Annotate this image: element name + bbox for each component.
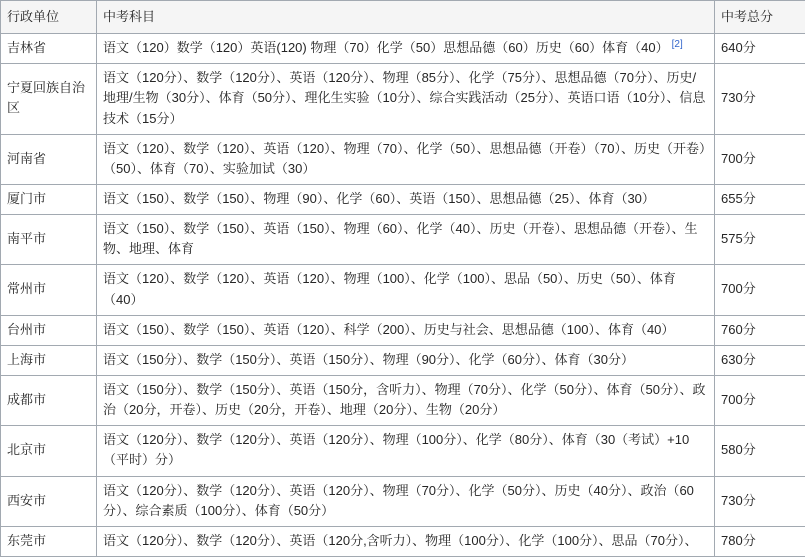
cell-unit: 西安市: [1, 476, 97, 526]
cell-unit: 宁夏回族自治区: [1, 64, 97, 134]
cell-total: 700分: [715, 134, 805, 184]
cell-total: 640分: [715, 34, 805, 64]
cell-subjects: 语文（150分）、数学（150分）、英语（150分，含听力）、物理（70分）、化学（50分）、体育（50分）、政治（20分，开卷）、历史（20分，开卷）、地理（20分）、生物（20分）: [97, 375, 715, 425]
cell-subjects: 语文（150）、数学（150）、英语（120）、科学（200）、历史与社会、思想品德（100）、体育（40）: [97, 315, 715, 345]
cell-total: 730分: [715, 64, 805, 134]
cell-total: 575分: [715, 215, 805, 265]
cell-unit: 上海市: [1, 345, 97, 375]
column-header-subjects: [97, 1, 715, 34]
cell-unit: 南平市: [1, 215, 97, 265]
cell-total: 730分: [715, 476, 805, 526]
table-row: [1, 34, 805, 64]
cell-unit: 东莞市: [1, 526, 97, 556]
cell-total: 760分: [715, 315, 805, 345]
table-row: [1, 215, 805, 265]
table-row: [1, 526, 805, 556]
cell-unit: 吉林省: [1, 34, 97, 64]
column-header-unit: [1, 1, 97, 34]
table-row: [1, 64, 805, 134]
cell-unit: 成都市: [1, 375, 97, 425]
table-row: [1, 375, 805, 425]
cell-subjects: 语文（120分）、数学（120分）、英语（120分）、物理（100分）、化学（80分）、体育（30（考试）+10（平时）分）: [97, 426, 715, 476]
cell-total: 780分: [715, 526, 805, 556]
cell-subjects: [97, 34, 715, 64]
cell-unit: 台州市: [1, 315, 97, 345]
cell-total: 700分: [715, 265, 805, 315]
reference-link[interactable]: [2]: [672, 39, 683, 50]
cell-unit: 厦门市: [1, 184, 97, 214]
table-body: [1, 34, 805, 557]
cell-subjects: 语文（120分）、数学（120分）、英语（120分）、物理（70分）、化学（50分）、历史（40分）、政治（60分）、综合素质（100分）、体育（50分）: [97, 476, 715, 526]
cell-total: 580分: [715, 426, 805, 476]
cell-subjects: 语文（150分）、数学（150分）、英语（150分）、物理（90分）、化学（60分）、体育（30分）: [97, 345, 715, 375]
cell-subjects: 语文（120分）、数学（120分）、英语（120分,含听力）、物理（100分）、化学（100分）、思品（70分）、: [97, 526, 715, 556]
table-row: [1, 345, 805, 375]
column-header-unit-label: 行政单位: [7, 9, 59, 24]
table-row: [1, 315, 805, 345]
cell-total: 655分: [715, 184, 805, 214]
table-row: [1, 426, 805, 476]
cell-subjects: 语文（120）、数学（120）、英语（120）、物理（70）、化学（50）、思想品德（开卷）（70）、历史（开卷）（50）、体育（70）、实验加试（30）: [97, 134, 715, 184]
cell-unit: 常州市: [1, 265, 97, 315]
cell-unit: 北京市: [1, 426, 97, 476]
table-row: [1, 134, 805, 184]
cell-subjects: 语文（120）、数学（120）、英语（120）、物理（100）、化学（100）、思品（50）、历史（50）、体育（40）: [97, 265, 715, 315]
column-header-subjects-label: 中考科目: [103, 9, 155, 24]
table-row: [1, 265, 805, 315]
column-header-total-label: 中考总分: [721, 9, 773, 24]
table-row: [1, 476, 805, 526]
cell-total: 700分: [715, 375, 805, 425]
cell-subjects: 语文（150）、数学（150）、物理（90）、化学（60）、英语（150）、思想品德（25）、体育（30）: [97, 184, 715, 214]
cell-subjects: 语文（120分）、数学（120分）、英语（120分）、物理（85分）、化学（75分）、思想品德（70分）、历史/地理/生物（30分）、体育（50分）、理化生实验（10分）、综合实践活动（25分）、英语口语（10分）、信息技术（15分）: [97, 64, 715, 134]
table-header-row: [1, 1, 805, 34]
cell-total: 630分: [715, 345, 805, 375]
cell-subjects-text: 语文（120）数学（120）英语(120) 物理（70）化学（50）思想品德（60）历史（60）体育（40）: [103, 40, 669, 55]
column-header-total: [715, 1, 805, 34]
cell-unit: 河南省: [1, 134, 97, 184]
cell-subjects: 语文（150）、数学（150）、英语（150）、物理（60）、化学（40）、历史（开卷）、思想品德（开卷）、生物、地理、体育: [97, 215, 715, 265]
table-row: [1, 184, 805, 214]
